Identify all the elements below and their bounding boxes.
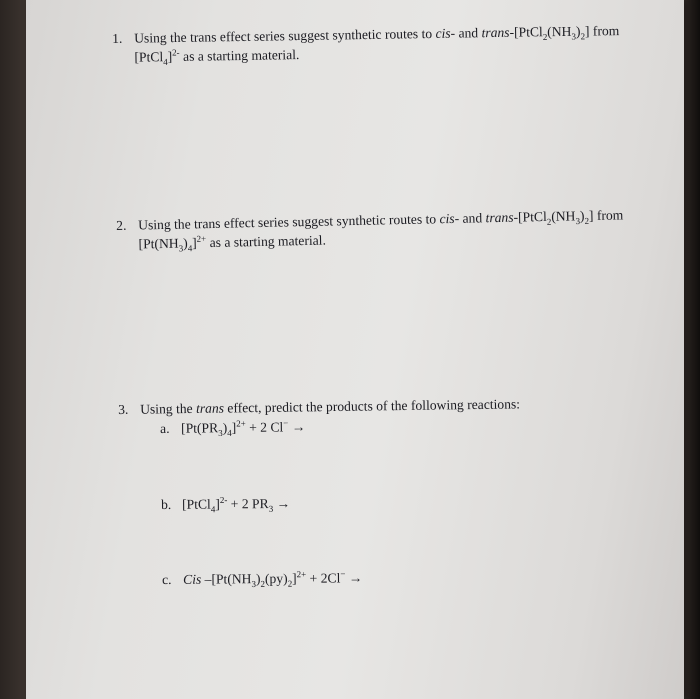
reaction-label: b. — [161, 496, 172, 512]
question-number: 3. — [118, 401, 129, 417]
question-text-line: $[Pt(NH_3)_4]^{2+}$ as a starting material. — [138, 232, 327, 254]
reaction-label: a. — [160, 420, 170, 436]
question-text-line: [PtCl$_4$]$^{2-}$ as a starting material. — [134, 47, 300, 67]
reaction-c: c. Cis $-[Pt(NH_3)_2(py)_2]^{2+} + 2Cl^-$ → — [162, 568, 363, 589]
reaction-arrow: → — [345, 570, 363, 586]
reaction-arrow: → — [273, 495, 291, 512]
reaction-b: b. [PtCl$_4$]$^{2-}$ + 2 $PR_3$ → — [161, 494, 291, 515]
right-edge-shadow — [684, 0, 700, 699]
worksheet-page — [26, 0, 684, 699]
question-text-line: Using the trans effect, predict the products of the following reactions: — [140, 396, 521, 417]
question-text-line: Using the trans effect series suggest synthetic routes to cis- and trans-$[PtCl_2(NH_3)_2]$ from — [138, 207, 624, 233]
question-text-line: Using the trans effect series suggest synthetic routes to cis- and trans-$[PtCl_2(NH_3)_2]$ from — [134, 23, 620, 46]
reaction-a: a. $[Pt(PR_3)_4]^{2+} + 2$ Cl− → — [160, 417, 306, 439]
question-number: 2. — [116, 217, 127, 233]
reaction-arrow: → — [288, 419, 306, 435]
question-number: 1. — [112, 30, 123, 46]
reaction-label: c. — [162, 571, 172, 587]
